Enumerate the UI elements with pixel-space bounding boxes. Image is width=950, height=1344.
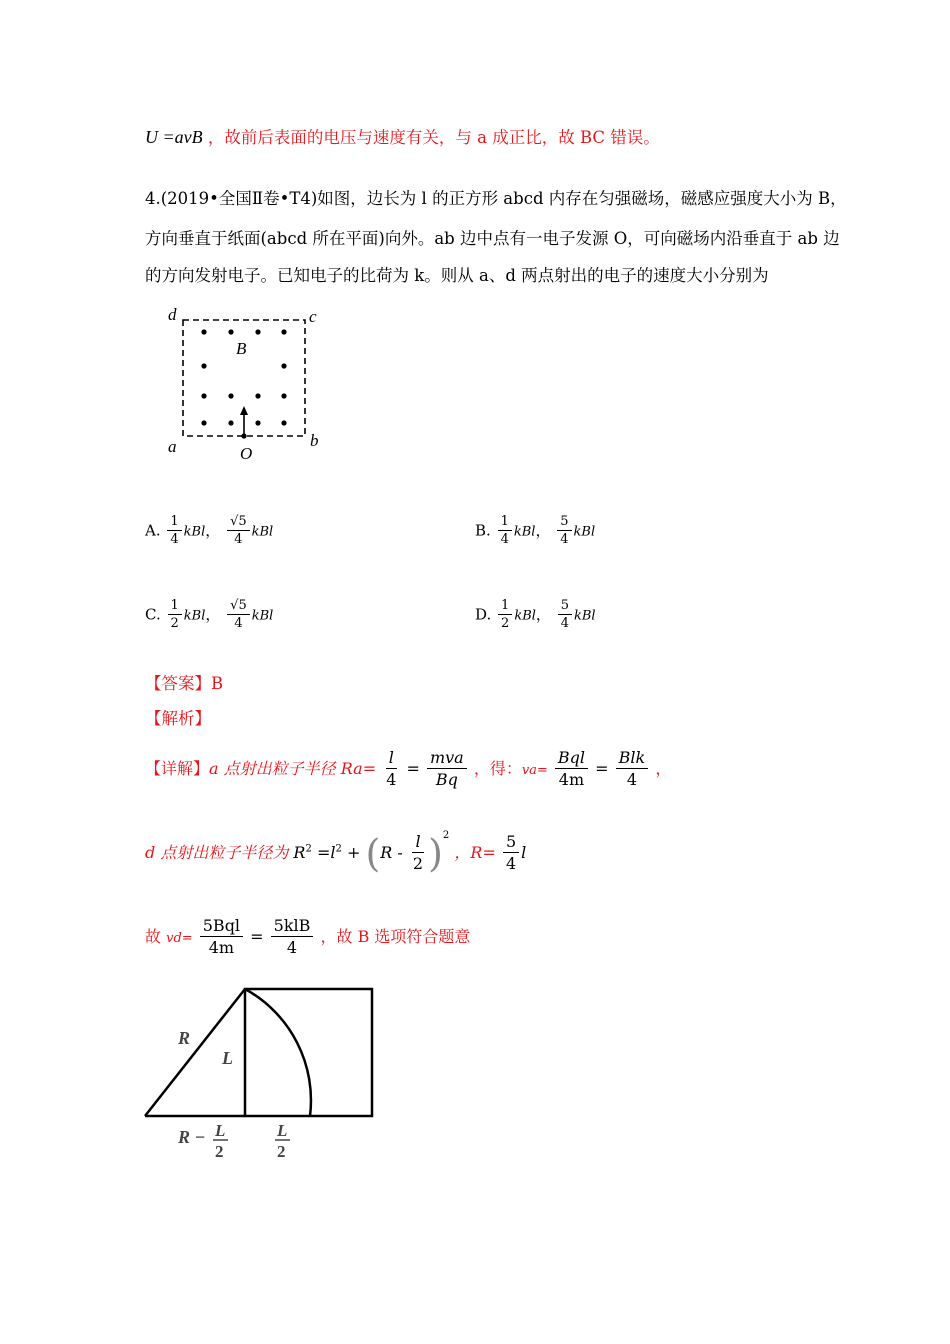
- geo-label-L: L: [222, 1048, 233, 1068]
- option-A-label: A.: [145, 521, 161, 540]
- geo-label-frac-num: L: [215, 1121, 226, 1140]
- option-A-unit2: kBl: [251, 524, 274, 540]
- geo-label-half-den: 2: [277, 1142, 286, 1161]
- d-line-plus: +: [346, 843, 361, 862]
- d-line-Req: ，R=: [454, 843, 496, 862]
- vd-frac-2: $\frac{\text{5klB}}{4}$: [271, 916, 314, 959]
- geo-label-R-minus: R −: [178, 1127, 206, 1147]
- option-B-sep: ，: [535, 521, 551, 540]
- figure-square-field: [160, 300, 340, 470]
- option-C[interactable]: [145, 598, 273, 633]
- top-line: [145, 124, 660, 148]
- question-line-3: 的方向发射电子。已知电子的比荷为 k。则从 a、d 两点射出的电子的速度大小分别为: [145, 266, 769, 285]
- option-B-frac1: $\frac{1}{4}$: [498, 514, 512, 549]
- option-B[interactable]: [475, 514, 595, 549]
- detail-frac-mv: $\frac{\text{mva}}{Bq}$: [427, 748, 467, 791]
- label-c: c: [309, 307, 317, 326]
- d-line-R-minus: R -: [380, 843, 403, 862]
- geo-label-frac-den: 2: [215, 1142, 224, 1161]
- geo-label-R: R: [178, 1028, 191, 1048]
- detail-frac-bql: $\frac{\text{Bql}}{4m}$: [555, 748, 588, 791]
- detail-comma: ，: [655, 758, 672, 778]
- label-b: b: [310, 431, 319, 450]
- option-A-sep: ，: [205, 521, 221, 540]
- d-line-frac-l2: $\frac{l}{2}$: [412, 832, 424, 874]
- option-A[interactable]: [145, 514, 273, 549]
- option-C-sep: ，: [205, 605, 221, 624]
- question-text-1: 如图，边长为 l 的正方形 abcd 内存在匀强磁场，磁感应强度大小为 B，: [317, 189, 847, 208]
- option-B-unit2: kBl: [573, 524, 596, 540]
- d-line-R: R: [293, 843, 306, 862]
- option-A-frac1: $\frac{1}{4}$: [167, 514, 181, 549]
- option-D-frac2: $\frac{5}{4}$: [558, 598, 572, 633]
- d-line: d 点射出粒子半径为 $R^2 =l^2 + (R$ - $\frac{l}{2}$ )$^2$ ，R= $\frac{5}{4}$ l: [145, 830, 527, 876]
- option-B-unit1: kBl: [513, 524, 536, 540]
- vd-line: 故 vd= $\frac{\text{5Bql}}{4m}$ = $\frac{\text{5klB}}{4}$ ，故 B 选项符合题意: [145, 916, 471, 957]
- detail-Ra: Ra=: [340, 758, 377, 778]
- option-D-unit2: kBl: [574, 608, 596, 624]
- label-B: B: [236, 339, 247, 358]
- vd-gu: 故: [145, 926, 167, 946]
- option-D-sep: ，: [535, 605, 551, 624]
- option-D-frac1: $\frac{1}{2}$: [498, 598, 512, 633]
- vd-tail: ，故 B 选项符合题意: [320, 926, 471, 946]
- answer: 【答案】B: [145, 674, 224, 693]
- vd-frac-1: $\frac{\text{5Bql}}{4m}$: [200, 916, 243, 959]
- question-line-2: 方向垂直于纸面(abcd 所在平面)向外。ab 边中点有一电子发源 O，可向磁场内沿垂直于 ab 边: [145, 229, 840, 248]
- d-line-frac-54: $\frac{5}{4}$: [503, 832, 519, 875]
- option-A-frac2: $\frac{√5}{4}$: [227, 514, 250, 549]
- option-D[interactable]: [475, 598, 596, 633]
- label-d: d: [168, 305, 177, 324]
- d-line-eq: =l: [316, 843, 336, 862]
- question-number: 4.(2019•全国Ⅱ卷•T4): [145, 189, 318, 208]
- detail-tag: 【详解】: [145, 758, 210, 778]
- analysis-heading: 【解析】: [145, 709, 211, 728]
- detail-line: 【详解】a 点射出粒子半径 Ra= $\frac{l}{4}$ = $\frac{\text{mva}}{Bq}$ ，得：va= $\frac{\text{Bql}}{4m}$ = $\frac{\text{Blk}}{4}$ ，: [145, 748, 672, 789]
- arrow-head: [240, 406, 248, 415]
- vd-label: vd=: [166, 930, 193, 946]
- detail-frac-l4: $\frac{l}{4}$: [386, 748, 397, 789]
- option-C-frac2: $\frac{√5}{4}$: [227, 598, 250, 633]
- option-D-label: D.: [475, 605, 492, 624]
- option-C-label: C.: [145, 605, 161, 624]
- geo-label-half-num: L: [277, 1121, 288, 1140]
- d-line-l: l: [521, 843, 527, 862]
- detail-frac-blk: $\frac{\text{Blk}}{4}$: [616, 748, 649, 791]
- detail-va: va=: [521, 762, 548, 778]
- option-B-frac2: $\frac{5}{4}$: [557, 514, 571, 549]
- geo-square: [245, 989, 372, 1116]
- question-line-1: [145, 185, 847, 209]
- figure-geometry: [140, 980, 390, 1170]
- option-C-unit2: kBl: [251, 608, 274, 624]
- label-O: O: [240, 444, 253, 463]
- top-line-comment: ，故前后表面的电压与速度有关，与 a 成正比，故 BC 错误。: [207, 128, 660, 147]
- option-C-frac1: $\frac{1}{2}$: [168, 598, 182, 633]
- geo-arc: [245, 989, 311, 1116]
- option-A-unit1: kBl: [183, 524, 206, 540]
- option-D-unit1: kBl: [514, 608, 536, 624]
- option-C-unit1: kBl: [183, 608, 206, 624]
- detail-a-text: a 点射出粒子半径: [209, 758, 341, 778]
- d-line-text: d 点射出粒子半径为: [145, 843, 294, 862]
- label-a: a: [168, 437, 177, 456]
- option-B-label: B.: [475, 521, 491, 540]
- formula-U: U =avB: [145, 127, 203, 147]
- detail-de: ，得：: [473, 758, 522, 778]
